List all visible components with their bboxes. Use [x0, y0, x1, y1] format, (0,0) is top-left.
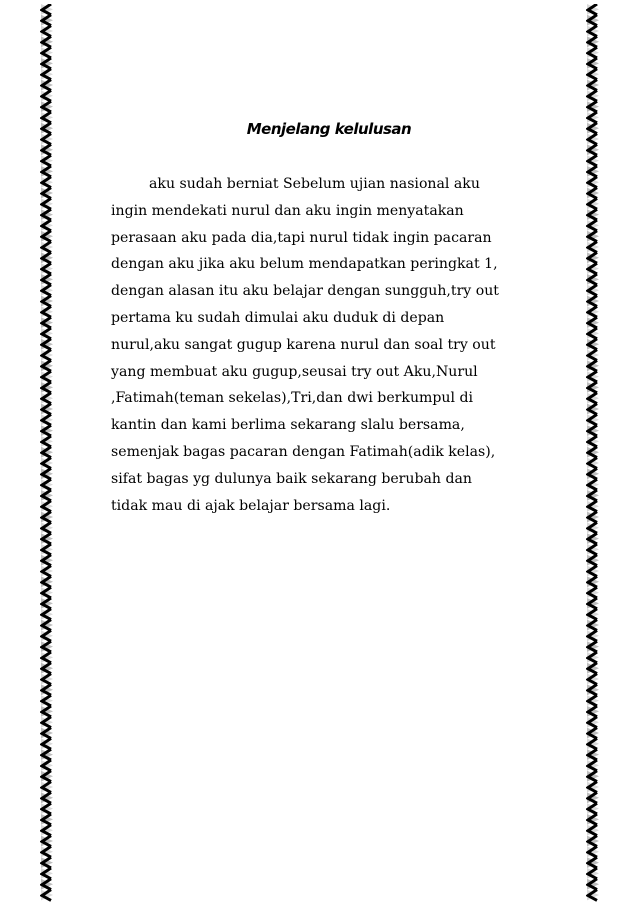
border-chevron-segment	[41, 846, 53, 857]
border-chevron-segment	[587, 620, 599, 631]
border-chevron-segment	[587, 436, 599, 447]
border-chevron-segment	[41, 868, 53, 879]
border-chevron-segment	[587, 296, 599, 307]
border-chevron-segment	[41, 630, 53, 641]
border-chevron-segment	[41, 598, 53, 609]
border-chevron-segment	[41, 436, 53, 447]
border-chevron-segment	[587, 555, 599, 566]
border-chevron-segment	[41, 652, 53, 663]
border-chevron-segment	[587, 630, 599, 641]
border-chevron-segment	[587, 717, 599, 728]
border-chevron-segment	[41, 468, 53, 479]
border-chevron-segment	[41, 749, 53, 760]
border-chevron-segment	[41, 425, 53, 436]
border-chevron-segment	[587, 274, 599, 285]
border-chevron-segment	[587, 36, 599, 47]
body-paragraph	[111, 171, 536, 519]
border-chevron-segment	[41, 555, 53, 566]
border-chevron-segment	[587, 663, 599, 674]
border-chevron-segment	[41, 252, 53, 263]
border-chevron-segment	[587, 641, 599, 652]
border-chevron-segment	[41, 339, 53, 350]
border-chevron-segment	[587, 857, 599, 868]
border-chevron-segment	[587, 609, 599, 620]
border-chevron-segment	[587, 490, 599, 501]
border-chevron-segment	[41, 825, 53, 836]
paragraph-line: tidak mau di ajak belajar bersama lagi.	[111, 497, 391, 514]
border-chevron-segment	[587, 360, 599, 371]
border-chevron-segment	[587, 350, 599, 361]
border-chevron-segment	[41, 771, 53, 782]
border-chevron-segment	[41, 533, 53, 544]
border-chevron-segment	[41, 263, 53, 274]
border-chevron-segment	[41, 620, 53, 631]
paragraph-line: pertama ku sudah dimulai aku duduk di depan	[111, 309, 445, 326]
border-chevron-segment	[587, 58, 599, 69]
border-chevron-segment	[587, 371, 599, 382]
border-chevron-segment	[41, 814, 53, 825]
border-chevron-segment	[41, 879, 53, 890]
border-chevron-segment	[41, 782, 53, 793]
border-chevron-segment	[587, 90, 599, 101]
border-chevron-segment	[587, 447, 599, 458]
border-chevron-segment	[587, 479, 599, 490]
border-chevron-segment	[41, 382, 53, 393]
border-chevron-segment	[587, 576, 599, 587]
border-chevron-segment	[587, 782, 599, 793]
border-chevron-segment	[41, 101, 53, 112]
paragraph-line: sifat bagas yg dulunya baik sekarang berubah dan	[111, 470, 472, 487]
border-chevron-segment	[41, 328, 53, 339]
border-chevron-segment	[41, 36, 53, 47]
border-chevron-segment	[587, 15, 599, 26]
border-chevron-segment	[41, 274, 53, 285]
border-chevron-segment	[41, 490, 53, 501]
border-chevron-segment	[41, 760, 53, 771]
paragraph-line: perasaan aku pada dia,tapi nurul tidak ingin pacaran	[111, 229, 492, 246]
border-chevron-segment	[41, 15, 53, 26]
border-chevron-segment	[41, 447, 53, 458]
border-chevron-segment	[41, 155, 53, 166]
border-chevron-segment	[41, 803, 53, 814]
border-chevron-segment	[41, 242, 53, 253]
border-chevron-segment	[587, 566, 599, 577]
border-chevron-segment	[587, 263, 599, 274]
decorative-border-left	[40, 4, 54, 902]
border-chevron-segment	[41, 544, 53, 555]
border-chevron-segment	[587, 231, 599, 242]
border-chevron-segment	[41, 663, 53, 674]
border-chevron-segment	[41, 684, 53, 695]
border-chevron-segment	[41, 371, 53, 382]
border-chevron-segment	[41, 144, 53, 155]
border-chevron-segment	[41, 857, 53, 868]
border-chevron-segment	[41, 890, 53, 901]
border-chevron-segment	[41, 166, 53, 177]
border-chevron-segment	[41, 80, 53, 91]
border-chevron-segment	[587, 652, 599, 663]
border-chevron-segment	[587, 771, 599, 782]
border-chevron-segment	[41, 317, 53, 328]
border-chevron-segment	[41, 717, 53, 728]
border-chevron-segment	[587, 285, 599, 296]
border-chevron-segment	[41, 306, 53, 317]
border-chevron-segment	[41, 69, 53, 80]
border-chevron-segment	[41, 285, 53, 296]
border-chevron-segment	[587, 468, 599, 479]
border-chevron-segment	[41, 177, 53, 188]
border-chevron-segment	[41, 609, 53, 620]
border-chevron-segment	[41, 728, 53, 739]
border-chevron-segment	[587, 188, 599, 199]
border-chevron-segment	[41, 566, 53, 577]
border-chevron-segment	[587, 868, 599, 879]
border-chevron-segment	[587, 738, 599, 749]
border-chevron-segment	[587, 414, 599, 425]
border-chevron-segment	[587, 155, 599, 166]
border-chevron-segment	[41, 198, 53, 209]
border-chevron-segment	[41, 512, 53, 523]
border-chevron-segment	[41, 576, 53, 587]
border-chevron-segment	[41, 695, 53, 706]
border-chevron-segment	[587, 684, 599, 695]
border-chevron-segment	[41, 209, 53, 220]
border-chevron-segment	[587, 306, 599, 317]
paragraph-line: kantin dan kami berlima sekarang slalu bersama,	[111, 417, 465, 434]
border-chevron-segment	[587, 242, 599, 253]
border-chevron-segment	[587, 674, 599, 685]
border-chevron-segment	[587, 879, 599, 890]
border-chevron-segment	[41, 706, 53, 717]
border-chevron-segment	[587, 26, 599, 37]
border-chevron-segment	[41, 522, 53, 533]
border-chevron-segment	[587, 69, 599, 80]
border-chevron-segment	[587, 177, 599, 188]
border-chevron-segment	[587, 836, 599, 847]
border-chevron-segment	[41, 404, 53, 415]
border-chevron-segment	[587, 803, 599, 814]
border-chevron-segment	[587, 425, 599, 436]
border-chevron-segment	[587, 706, 599, 717]
border-chevron-segment	[41, 220, 53, 231]
border-chevron-segment	[41, 501, 53, 512]
border-chevron-segment	[41, 231, 53, 242]
border-chevron-segment	[587, 144, 599, 155]
paragraph-line: dengan alasan itu aku belajar dengan sungguh,try out	[111, 283, 499, 300]
border-chevron-segment	[587, 328, 599, 339]
border-chevron-segment	[587, 317, 599, 328]
border-chevron-segment	[587, 728, 599, 739]
border-chevron-segment	[587, 209, 599, 220]
border-chevron-segment	[587, 890, 599, 901]
paragraph-line: nurul,aku sangat gugup karena nurul dan soal try out	[111, 336, 496, 353]
border-chevron-segment	[41, 641, 53, 652]
border-chevron-segment	[41, 47, 53, 58]
border-chevron-segment	[41, 393, 53, 404]
border-chevron-segment	[587, 544, 599, 555]
border-chevron-segment	[587, 220, 599, 231]
border-chevron-segment	[587, 749, 599, 760]
border-chevron-segment	[587, 695, 599, 706]
border-chevron-segment	[587, 393, 599, 404]
paragraph-line: dengan aku jika aku belum mendapatkan peringkat 1,	[111, 256, 498, 273]
paragraph-line: aku sudah berniat Sebelum ujian nasional aku	[149, 176, 480, 192]
border-chevron-segment	[587, 101, 599, 112]
paragraph-line: semenjak bagas pacaran dengan Fatimah(adik kelas),	[111, 443, 496, 460]
border-chevron-segment	[41, 360, 53, 371]
border-chevron-segment	[41, 836, 53, 847]
border-chevron-segment	[587, 846, 599, 857]
border-chevron-segment	[41, 296, 53, 307]
border-chevron-segment	[587, 501, 599, 512]
border-chevron-segment	[41, 479, 53, 490]
border-chevron-segment	[587, 533, 599, 544]
border-chevron-segment	[587, 339, 599, 350]
border-chevron-segment	[41, 674, 53, 685]
border-chevron-segment	[41, 458, 53, 469]
border-chevron-segment	[587, 166, 599, 177]
border-chevron-segment	[587, 4, 599, 15]
border-chevron-segment	[587, 792, 599, 803]
border-chevron-segment	[41, 90, 53, 101]
border-chevron-segment	[587, 598, 599, 609]
border-chevron-segment	[587, 825, 599, 836]
border-chevron-segment	[587, 814, 599, 825]
border-chevron-segment	[587, 47, 599, 58]
border-chevron-segment	[41, 188, 53, 199]
border-chevron-segment	[587, 512, 599, 523]
decorative-border-right	[586, 4, 600, 902]
border-chevron-segment	[41, 587, 53, 598]
border-chevron-segment	[41, 738, 53, 749]
page-title: Menjelang kelulusan	[246, 120, 412, 138]
border-chevron-segment	[41, 792, 53, 803]
border-chevron-segment	[587, 252, 599, 263]
border-chevron-segment	[41, 350, 53, 361]
paragraph-line: ,Fatimah(teman sekelas),Tri,dan dwi berkumpul di	[111, 390, 473, 407]
paragraph-line: yang membuat aku gugup,seusai try out Aku,Nurul	[111, 363, 478, 380]
border-chevron-segment	[587, 760, 599, 771]
border-chevron-segment	[587, 404, 599, 415]
border-chevron-segment	[41, 4, 53, 15]
paragraph-line: ingin mendekati nurul dan aku ingin menyatakan	[111, 202, 464, 219]
border-chevron-segment	[587, 80, 599, 91]
border-chevron-segment	[587, 587, 599, 598]
border-chevron-segment	[41, 414, 53, 425]
border-chevron-segment	[41, 26, 53, 37]
border-chevron-segment	[41, 58, 53, 69]
border-chevron-segment	[587, 522, 599, 533]
border-chevron-segment	[587, 382, 599, 393]
border-chevron-segment	[587, 458, 599, 469]
border-chevron-segment	[587, 198, 599, 209]
